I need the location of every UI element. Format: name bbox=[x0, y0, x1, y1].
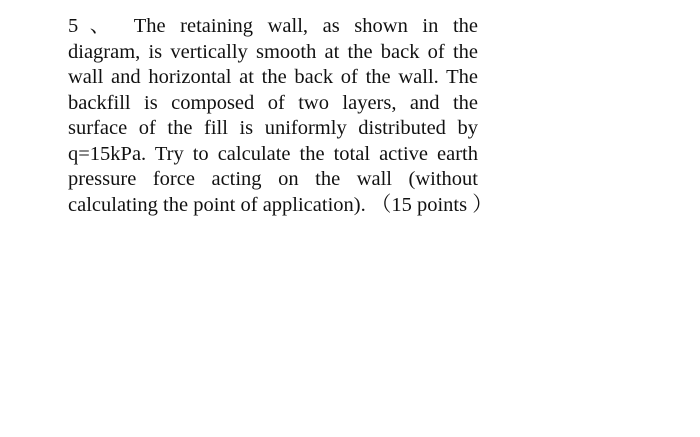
problem-text-line: pressure force acting on the wall (without bbox=[68, 168, 478, 190]
problem-text-line: The retaining wall, as shown in the bbox=[133, 15, 478, 37]
problem-text-line: surface of the fill is uniformly distributed by bbox=[68, 117, 478, 139]
problem-number: 5 bbox=[68, 15, 79, 37]
problem-number-separator: 、 bbox=[80, 15, 120, 37]
problem-text-line: backfill is composed of two layers, and the bbox=[68, 91, 478, 114]
problem-text-line: calculating the point of application). （15 points ） bbox=[68, 193, 493, 216]
problem-statement bbox=[68, 14, 493, 218]
problem-text-line: diagram, is vertically smooth at the back of the bbox=[68, 40, 478, 63]
problem-text-line: wall and horizontal at the back of the wall. The bbox=[68, 66, 478, 88]
problem-line-1 bbox=[68, 14, 478, 40]
problem-text-line: q=15kPa. Try to calculate the total active earth bbox=[68, 142, 478, 165]
